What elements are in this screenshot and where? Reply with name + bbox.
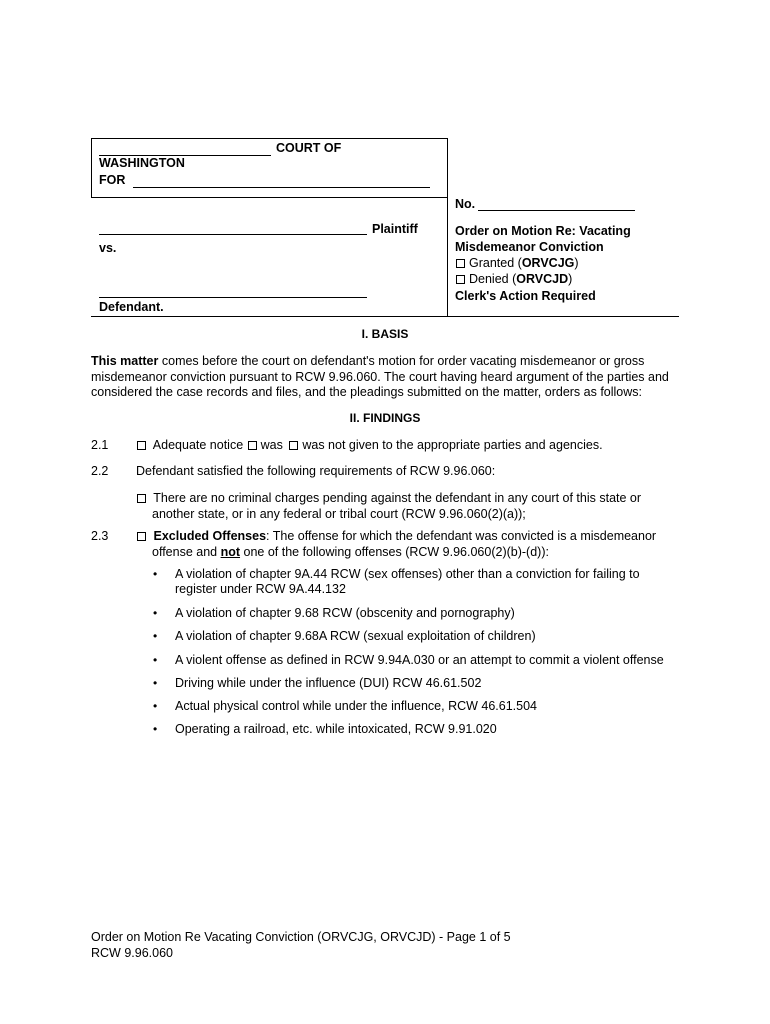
- defendant-blank: [99, 297, 367, 298]
- list-item: A violation of chapter 9A.44 RCW (sex offenses) other than a conviction for failing to register under RCW 9A.44.132: [175, 567, 640, 596]
- bullet-glyph: •: [153, 699, 158, 713]
- basis-heading: I. BASIS: [361, 327, 409, 341]
- page-footer: [91, 930, 511, 961]
- basis-paragraph: This matter comes before the court on defendant's motion for order vacating misdemeanor or gross misdemeanor conviction pursuant to RCW 9.96.060. The court having heard argument of the parties and considered the case records and files, and the pleadings submitted on the matter, orders as follows:: [91, 354, 669, 399]
- list-item: A violation of chapter 9.68A RCW (sexual exploitation of children): [175, 629, 536, 643]
- list-item: Driving while under the influence (DUI) RCW 46.61.502: [175, 676, 482, 690]
- order-title-line1: Order on Motion Re: Vacating: [455, 224, 631, 238]
- vs-label: vs.: [99, 241, 117, 255]
- bullet-glyph: •: [153, 676, 158, 690]
- order-title-line2: Misdemeanor Conviction: [455, 240, 604, 254]
- granted-checkbox[interactable]: [456, 259, 465, 268]
- plaintiff-blank: [99, 234, 367, 235]
- list-item: A violent offense as defined in RCW 9.94A.030 or an attempt to commit a violent offense: [175, 653, 664, 667]
- for-label: FOR: [99, 173, 126, 187]
- adequate-notice-checkbox[interactable]: [137, 441, 146, 450]
- finding-2-3-excluded-offenses: Excluded Offenses: The offense for which the defendant was convicted is a misdemeanor offense and not one of the following offenses (RCW 9.96.060(2)(b)-(d)):: [136, 529, 656, 560]
- denied-checkbox[interactable]: [456, 275, 465, 284]
- washington-label: WASHINGTON: [99, 156, 185, 170]
- caption-mid-border: [91, 197, 448, 198]
- finding-2-1: Adequate notice was was not given to the appropriate parties and agencies.: [136, 438, 603, 452]
- bullet-glyph: •: [153, 567, 158, 581]
- clerk-action-label: Clerk's Action Required: [455, 289, 596, 303]
- no-pending-charges-checkbox[interactable]: [137, 494, 146, 503]
- bullet-glyph: •: [153, 606, 158, 620]
- for-blank: [133, 187, 430, 188]
- plaintiff-label: Plaintiff: [372, 222, 418, 236]
- caption-bottom-border: [91, 316, 679, 317]
- finding-2-1-number: 2.1: [91, 438, 109, 452]
- bullet-glyph: •: [153, 722, 158, 736]
- caption-left-border: [91, 138, 92, 197]
- caption-divider: [447, 138, 448, 316]
- list-item: Actual physical control while under the influence, RCW 46.61.504: [175, 699, 538, 713]
- notice-was-checkbox[interactable]: [248, 441, 257, 450]
- denied-option: Denied (ORVCJD): [455, 272, 572, 286]
- case-number-label: No.: [455, 197, 476, 211]
- finding-2-2-text: Defendant satisfied the following requirements of RCW 9.96.060:: [136, 464, 496, 478]
- finding-2-2-no-pending-charges: There are no criminal charges pending against the defendant in any court of this state or another state, or in any federal or tribal court (RCW 9.96.060(2)(a));: [136, 491, 641, 522]
- notice-was-not-checkbox[interactable]: [289, 441, 298, 450]
- bullet-glyph: •: [153, 653, 158, 667]
- list-item: Operating a railroad, etc. while intoxicated, RCW 9.91.020: [175, 722, 497, 736]
- bullet-glyph: •: [153, 629, 158, 643]
- footer-form-title: Order on Motion Re Vacating Conviction (ORVCJG, ORVCJD) - Page 1 of 5: [91, 930, 511, 944]
- case-number-blank: [478, 210, 635, 211]
- caption-top-border: [91, 138, 448, 139]
- footer-statute: RCW 9.96.060: [91, 945, 173, 960]
- finding-2-2-number: 2.2: [91, 464, 109, 478]
- list-item: A violation of chapter 9.68 RCW (obscenity and pornography): [175, 606, 515, 620]
- excluded-offenses-checkbox[interactable]: [137, 532, 146, 541]
- court-of-label: COURT OF: [276, 141, 342, 155]
- findings-heading: II. FINDINGS: [349, 411, 421, 425]
- granted-option: Granted (ORVCJG): [455, 256, 579, 270]
- finding-2-3-number: 2.3: [91, 529, 109, 543]
- defendant-label: Defendant.: [99, 300, 164, 314]
